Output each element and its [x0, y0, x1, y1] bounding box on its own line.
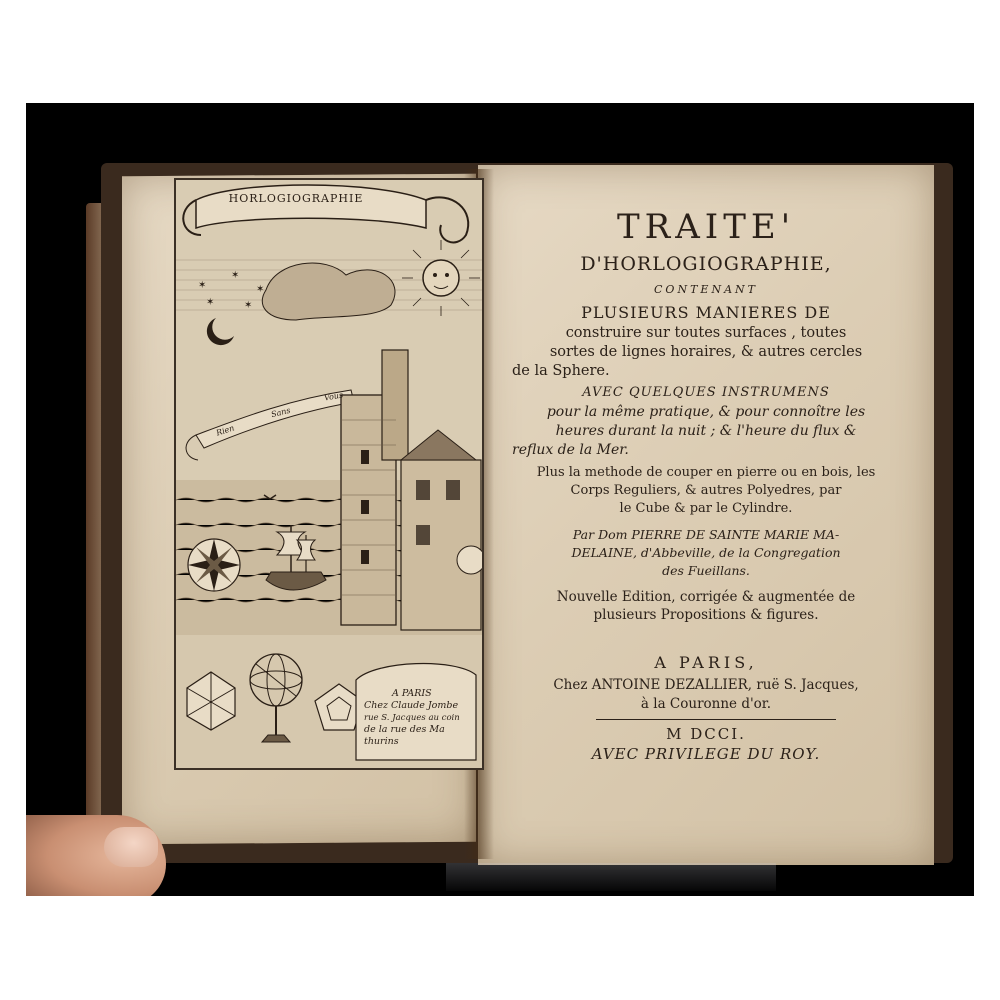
title-line: pour la même pratique, & pour connoître les	[546, 404, 866, 420]
title-line: DELAINE, d'Abbeville, de la Congregation	[571, 545, 841, 560]
frontispiece-imprint	[364, 688, 474, 748]
title-line: Chez ANTOINE DEZALLIER, ruë S. Jacques,	[553, 677, 859, 693]
imprint-line: thurins	[364, 736, 399, 747]
title-line: reflux de la Mer.	[512, 442, 629, 458]
frontispiece-engraving	[174, 178, 484, 770]
title-line: AVEC QUELQUES INSTRUMENS	[582, 385, 830, 400]
title-line: plusieurs Propositions & figures.	[593, 607, 819, 623]
title-line: TRAITE'	[616, 207, 796, 247]
title-line: A PARIS,	[654, 653, 758, 672]
motto-word: Sans	[270, 405, 292, 420]
title-line: M DCCI.	[666, 725, 746, 743]
compass-rose-icon	[188, 539, 240, 591]
engraving-illustration	[176, 180, 482, 768]
imprint-line: de la rue des Ma	[364, 724, 445, 735]
title-line: Plus la methode de couper en pierre ou en bois, les	[536, 465, 876, 480]
title-line: Par Dom PIERRE DE SAINTE MARIE MA-	[572, 527, 840, 542]
svg-text:✶: ✶	[244, 300, 253, 311]
title-line: D'HORLOGIOGRAPHIE,	[580, 253, 832, 275]
title-line: CONTENANT	[654, 283, 758, 296]
title-line: le Cube & par le Cylindre.	[619, 501, 793, 516]
svg-text:✶: ✶	[206, 297, 215, 308]
imprint-line: Chez Claude Jombe	[364, 700, 459, 711]
book-photo	[26, 103, 974, 896]
title-line: à la Couronne d'or.	[640, 696, 772, 712]
svg-text:✶: ✶	[231, 270, 240, 281]
title-line: Corps Reguliers, & autres Polyedres, par	[570, 483, 842, 498]
tower-icon	[341, 350, 482, 630]
frontispiece-banner-title: HORLOGIOGRAPHIE	[228, 192, 364, 205]
imprint-line: rue S. Jacques au coin	[364, 713, 460, 723]
title-line: heures durant la nuit ; & l'heure du flux &	[555, 423, 857, 439]
sun-icon	[402, 240, 480, 316]
imprint-line: A PARIS	[392, 688, 432, 699]
title-rule	[596, 719, 836, 720]
title-line: des Fueillans.	[662, 563, 750, 578]
motto-word: Rien	[215, 423, 236, 438]
title-line: PLUSIEURS MANIERES DE	[581, 303, 831, 322]
title-line: construire sur toutes surfaces , toutes	[565, 325, 847, 341]
motto-word: Vous	[323, 390, 344, 403]
book-stand	[446, 863, 776, 891]
title-line: de la Sphere.	[512, 363, 610, 379]
title-line: AVEC PRIVILEGE DU ROY.	[591, 745, 821, 763]
title-line: Nouvelle Edition, corrigée & augmentée de	[556, 589, 856, 605]
thumbnail-nail	[104, 827, 158, 867]
svg-text:✶: ✶	[256, 284, 265, 295]
title-line: sortes de lignes horaires, & autres cercles	[549, 344, 863, 360]
svg-text:✶: ✶	[198, 280, 207, 291]
